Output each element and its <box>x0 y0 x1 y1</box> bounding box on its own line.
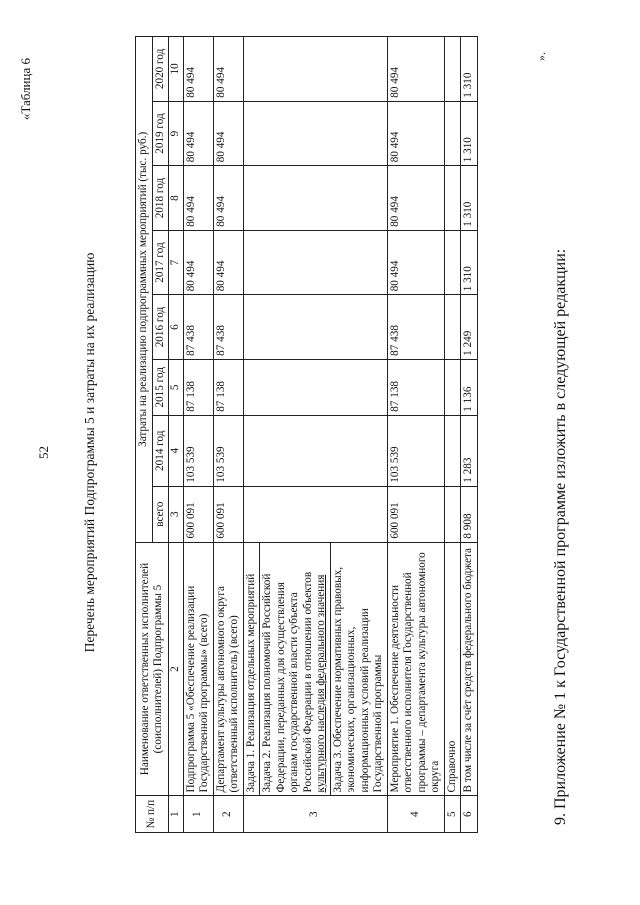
column-number: 7 <box>169 230 184 295</box>
row-value: 1 310 <box>461 101 478 166</box>
task-1: Задача 1. Реализация отдельных мероприятий <box>244 543 261 796</box>
header-year: 2019 год <box>152 101 169 166</box>
task-2 <box>260 543 331 796</box>
row-name <box>243 542 387 796</box>
table-row <box>183 37 213 833</box>
row-number: 5 <box>444 796 461 833</box>
column-number: 1 <box>169 796 184 833</box>
row-value: 1 136 <box>461 359 478 415</box>
row-value: 1 310 <box>461 37 478 102</box>
row-value: 80 494 <box>213 230 243 295</box>
header-year: 2018 год <box>152 166 169 231</box>
row-value: 1 283 <box>461 415 478 486</box>
table-row <box>461 37 478 833</box>
task-2-underlined: культурного наследия федерального значения <box>315 574 327 793</box>
column-number: 6 <box>169 295 184 360</box>
row-value <box>243 359 387 415</box>
row-total: 600 091 <box>183 486 213 542</box>
row-name: Справочно <box>444 542 461 796</box>
row-name: Департамент культуры автономного округа (ответственный исполнитель) (всего) <box>213 542 243 796</box>
header-year: 2014 год <box>152 415 169 486</box>
header-name: Наименование ответственных исполнителей (соисполнителей) Подпрограммы 5 <box>136 542 169 796</box>
row-value <box>243 101 387 166</box>
row-name: Подпрограмма 5 «Обеспечение реализации Государственной программы» (всего) <box>183 542 213 796</box>
task-3: Задача 3. Обеспечение нормативных правовых, экономических, организационных, информационных условий реализации Государственной программы <box>331 566 384 793</box>
header-year: 2020 год <box>152 37 169 102</box>
table-row <box>387 37 444 833</box>
row-value: 103 539 <box>387 415 444 486</box>
row-value: 80 494 <box>183 37 213 102</box>
row-value: 80 494 <box>213 37 243 102</box>
row-value: 87 138 <box>183 359 213 415</box>
header-total: всего <box>152 486 169 542</box>
row-value: 80 494 <box>183 230 213 295</box>
row-value: 80 494 <box>387 37 444 102</box>
row-number: 3 <box>243 796 387 833</box>
row-value: 1 310 <box>461 166 478 231</box>
column-number: 3 <box>169 486 184 542</box>
header-year: 2016 год <box>152 295 169 360</box>
row-value <box>243 295 387 360</box>
row-total: 600 091 <box>213 486 243 542</box>
row-number: 6 <box>461 796 478 833</box>
row-total <box>444 486 461 542</box>
row-value: 80 494 <box>387 101 444 166</box>
table-row <box>243 37 387 833</box>
row-total <box>243 486 387 542</box>
row-name: Мероприятие 1. Обеспечение деятельности ответственного исполнителя Государственной программы – департамента культуры автономного округа <box>387 542 444 796</box>
row-value: 80 494 <box>213 101 243 166</box>
body-paragraph: 9. Приложение № 1 к Государственной программе изложить в следующей редакции: <box>552 248 569 825</box>
row-value <box>444 359 461 415</box>
row-value: 1 249 <box>461 295 478 360</box>
row-value <box>444 37 461 102</box>
row-value: 87 138 <box>213 359 243 415</box>
row-value: 80 494 <box>183 101 213 166</box>
row-total: 8 908 <box>461 486 478 542</box>
row-value: 103 539 <box>213 415 243 486</box>
table-row <box>444 37 461 833</box>
row-value: 87 138 <box>387 359 444 415</box>
row-value <box>243 37 387 102</box>
row-value: 87 438 <box>387 295 444 360</box>
column-number: 4 <box>169 415 184 486</box>
costs-table <box>135 36 478 833</box>
header-year: 2015 год <box>152 359 169 415</box>
row-value: 80 494 <box>387 230 444 295</box>
header-year: 2017 год <box>152 230 169 295</box>
column-number: 8 <box>169 166 184 231</box>
row-number: 2 <box>213 796 243 833</box>
page-number: 52 <box>36 446 51 459</box>
row-value: 80 494 <box>183 166 213 231</box>
header-row-1 <box>136 37 153 833</box>
column-number: 10 <box>169 37 184 102</box>
row-total: 600 091 <box>387 486 444 542</box>
row-value <box>243 166 387 231</box>
header-num: № п/п <box>136 796 169 833</box>
table-row <box>213 37 243 833</box>
row-value <box>444 230 461 295</box>
row-value: 80 494 <box>387 166 444 231</box>
row-value: 87 438 <box>183 295 213 360</box>
table-reference: «Таблица 6 <box>18 58 33 121</box>
column-number: 5 <box>169 359 184 415</box>
row-number: 1 <box>183 796 213 833</box>
column-number-row <box>169 37 184 833</box>
row-value <box>444 415 461 486</box>
row-value <box>243 415 387 486</box>
row-value <box>243 230 387 295</box>
closing-quote: ». <box>534 52 548 61</box>
row-value: 1 310 <box>461 230 478 295</box>
row-value <box>444 101 461 166</box>
column-number: 2 <box>169 542 184 796</box>
header-costs: Затраты на реализацию подпрограммных мероприятий (тыс. руб.) <box>136 37 153 543</box>
row-value <box>444 295 461 360</box>
row-name: В том числе за счёт средств федерального бюджета <box>461 542 478 796</box>
table-heading: Перечень мероприятий Подпрограммы 5 и затраты на их реализацию <box>82 252 97 653</box>
row-value <box>444 166 461 231</box>
task-2-text: Задача 2. Реализация полномочий Российской Федерации, переданных для осуществления органам государственной власти субъекта Российской Федерации в отношении объектов <box>261 571 314 793</box>
row-value: 87 438 <box>213 295 243 360</box>
column-number: 9 <box>169 101 184 166</box>
row-value: 80 494 <box>213 166 243 231</box>
row-value: 103 539 <box>183 415 213 486</box>
row-number: 4 <box>387 796 444 833</box>
